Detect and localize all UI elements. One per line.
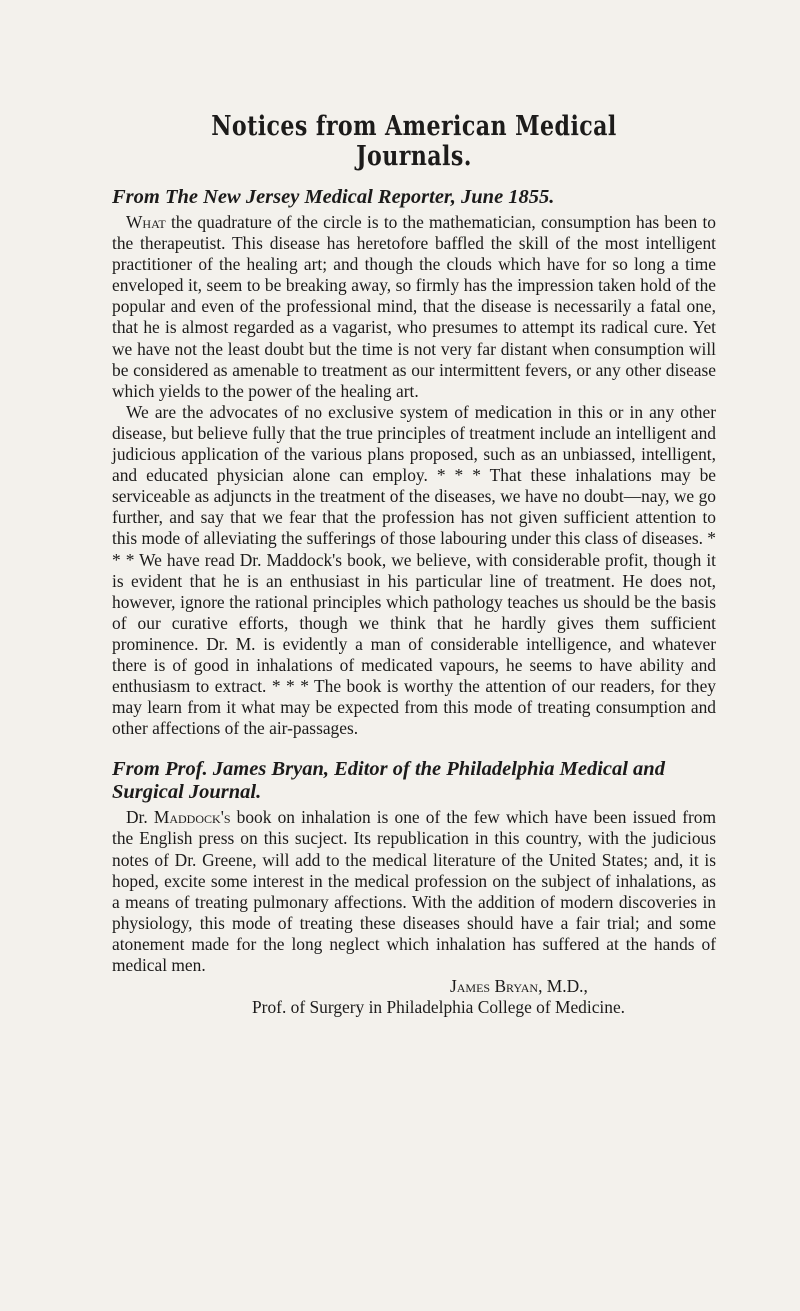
paragraph [112, 402, 716, 740]
paragraph-lead-prefix: Dr. [126, 807, 154, 828]
document-page [112, 112, 716, 1018]
signature-line [112, 976, 716, 997]
signature-name: James Bryan, M.D., [450, 976, 588, 997]
paragraph-lead: What [126, 212, 166, 232]
signature-title: Prof. of Surgery in Philadelphia College of Medicine. [252, 997, 626, 1018]
paragraph [112, 807, 716, 976]
page-heading: Notices from American Medical Journals. [211, 111, 617, 172]
section-spacer [112, 739, 716, 758]
paragraph-lead: Maddock's [153, 807, 231, 828]
section-source-title: From Prof. James Bryan, Editor of the Philadelphia Medical and Surgical Journal. [112, 758, 665, 804]
signature-block [112, 976, 716, 1018]
paragraph [112, 212, 716, 402]
paragraph-text: the quadrature of the circle is to the mathematician, consumption has been to the therapeutist. This disease has heretofore baffled the skill of the most intelligent practitioner of the healing art; and though the clouds which have for so long a time enveloped it, seem to be breaking away, so firmly has the impression taken hold of the popular and even of the professional mind, that the disease is necessarily a fatal one, that he is almost regarded as a vagarist, who presumes to attempt its radical cure. Yet we have not the least doubt but the time is not very far distant when consumption will be considered as amenable to treatment as our intermittent fevers, or any other disease which yields to the power of the healing art. [112, 212, 716, 401]
paragraph-text: We are the advocates of no exclusive system of medication in this or in any other disease, but believe fully that the true principles of treatment include an intelligent and judicious application of the various plans proposed, such as an unbiassed, intelligent, and educated physician alone can employ. * * * That these inhalations may be serviceable as adjuncts in the treatment of the diseases, we have no doubt—nay, we go further, and say that we fear that the profession has not given sufficient attention to this mode of alleviating the sufferings of those labouring under this class of diseases. * * * We have read Dr. Maddock's book, we believe, with considerable profit, though it is evident that he is an enthusiast in his particular line of treatment. He does not, however, ignore the rational principles which pathology teaches us should be the basis of our curative efforts, though we think that he hardly gives them sufficient prominence. Dr. M. is evidently a man of considerable intelligence, and whatever there is of good in inhalations of medicated vapours, he seems to have ability and enthusiasm to extract. * * * The book is worthy the attention of our readers, for they may learn from it what may be expected from this mode of treating consumption and other affections of the air-passages. [112, 401, 716, 739]
section-source-title: From The New Jersey Medical Reporter, June 1855. [112, 186, 555, 208]
paragraph-text: book on inhalation is one of the few which have been issued from the English press on this sucject. Its republication in this country, with the judicious notes of Dr. Greene, will add to the medical literature of the United States; and, it is hoped, excite some interest in the medical profession on the subject of inhalations, as a means of treating pulmonary affections. With the addition of modern discoveries in physiology, this mode of treating these diseases should have a fair trial; and some atonement made for the long neglect which inhalation has suffered at the hands of medical men. [112, 807, 717, 975]
